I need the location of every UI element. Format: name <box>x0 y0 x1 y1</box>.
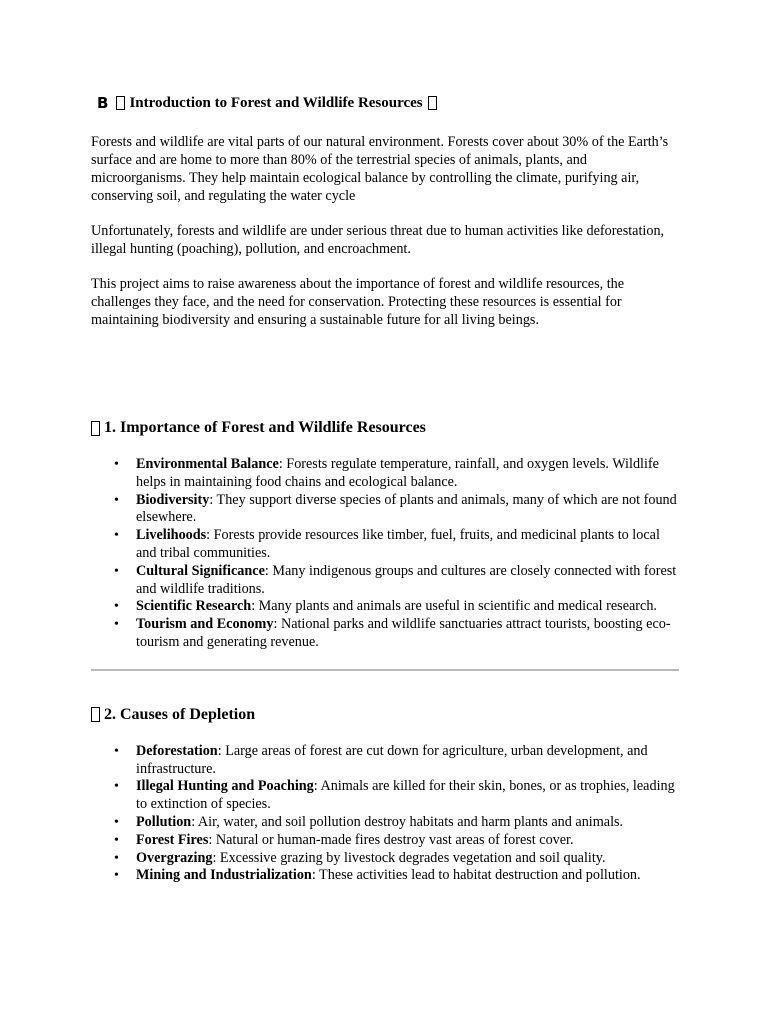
intro-heading-text: Introduction to Forest and Wildlife Resources <box>129 95 423 111</box>
bullet-icon: • <box>114 528 119 544</box>
section-heading-causes <box>91 704 681 726</box>
list-item <box>114 849 681 868</box>
intro-paragraph: Unfortunately, forests and wildlife are under serious threat due to human activities like deforestation, illegal hunting (poaching), pollution, and encroachment. <box>91 223 665 257</box>
section-divider <box>91 669 679 671</box>
list-item <box>114 456 681 492</box>
list-item-text: : Animals are killed for their skin, bones, or as trophies, leading to extinction of species. <box>136 778 675 813</box>
bullet-icon: • <box>114 599 119 615</box>
list-item-text: : Forests regulate temperature, rainfall, and oxygen levels. Wildlife helps in maintaining food chains and ecological balance. <box>136 456 659 490</box>
list-item-text: : Excessive grazing by livestock degrades vegetation and soil quality. <box>212 849 606 866</box>
list-item-term: Overgrazing <box>136 849 213 866</box>
list-item-term: Deforestation <box>136 742 218 759</box>
list-item <box>114 491 681 528</box>
bullet-icon: • <box>114 868 119 884</box>
list-item <box>114 598 681 616</box>
list-item-text: : Air, water, and soil pollution destroy habitats and harm plants and animals. <box>191 813 624 830</box>
list-item <box>114 813 681 832</box>
bullet-icon: • <box>114 850 119 866</box>
intro-paragraph: This project aims to raise awareness about the importance of forest and wildlife resources, the challenges they face, and the need for conservation. Protecting these resources is essential for maintaining biodiversity and ensuring a sustainable future for all living beings. <box>91 276 625 328</box>
list-item-term: Scientific Research <box>136 598 252 615</box>
causes-list <box>91 743 681 885</box>
bullet-icon: • <box>114 832 119 848</box>
list-item <box>114 616 681 652</box>
bullet-icon: • <box>114 492 119 508</box>
intro-heading <box>97 92 681 114</box>
missing-glyph-icon <box>91 421 100 436</box>
bullet-icon: • <box>114 457 119 472</box>
bullet-icon: • <box>114 814 119 830</box>
list-item-text: : Many plants and animals are useful in scientific and medical research. <box>251 598 657 615</box>
list-item-term: Illegal Hunting and Poaching <box>136 778 314 795</box>
list-item-text: : They support diverse species of plants and animals, many of which are not found elsewhere. <box>136 491 677 526</box>
list-item <box>114 778 681 814</box>
bullet-icon: • <box>114 779 119 795</box>
list-item-text: : National parks and wildlife sanctuaries attract tourists, boosting eco-tourism and generating revenue. <box>136 616 671 650</box>
section-heading-text: 2. Causes of Depletion <box>104 705 256 723</box>
list-item-text: : Large areas of forest are cut down for agriculture, urban development, and infrastructure. <box>136 742 648 777</box>
list-item-term: Environmental Balance <box>136 456 279 472</box>
intro-paragraph: Forests and wildlife are vital parts of our natural environment. Forests cover about 30% of the Earth’s surface and are home to more than 80% of the terrestrial species of animals, plants, and microorganisms. They help maintain ecological balance by controlling the climate, purifying air, conserving soil, and regulating the water cycle <box>91 134 669 204</box>
list-item-term: Mining and Industrialization <box>136 867 312 884</box>
list-item-text: : Forests provide resources like timber, fuel, fruits, and medicinal plants to local and tribal communities. <box>136 527 660 561</box>
list-item <box>114 742 681 779</box>
list-item <box>114 867 681 885</box>
list-item-term: Livelihoods <box>136 527 207 544</box>
missing-glyph-icon <box>91 707 100 722</box>
importance-list <box>91 456 681 652</box>
list-item-text: : Many indigenous groups and cultures are closely connected with forest and wildlife traditions. <box>136 562 677 597</box>
list-item-term: Biodiversity <box>136 491 210 508</box>
list-item <box>114 562 681 599</box>
bullet-icon: • <box>114 563 119 579</box>
missing-glyph-icon <box>428 96 437 110</box>
bullet-icon: • <box>114 743 119 759</box>
list-item-term: Tourism and Economy <box>136 616 274 633</box>
missing-glyph-icon <box>116 96 125 110</box>
list-item <box>114 831 681 850</box>
bullet-icon: • <box>114 617 119 633</box>
blank-space <box>91 346 681 417</box>
list-item-term: Forest Fires <box>136 831 209 848</box>
list-item-term: Pollution <box>136 813 192 830</box>
list-item-text: : Natural or human-made fires destroy vast areas of forest cover. <box>208 831 574 848</box>
list-item-text: : These activities lead to habitat destruction and pollution. <box>311 867 641 884</box>
section-heading-importance <box>91 417 681 439</box>
intro-marker: B <box>97 94 109 112</box>
document-page <box>91 92 681 885</box>
section-heading-text: 1. Importance of Forest and Wildlife Resources <box>104 419 426 436</box>
list-item-term: Cultural Significance <box>136 562 265 579</box>
list-item <box>114 527 681 563</box>
